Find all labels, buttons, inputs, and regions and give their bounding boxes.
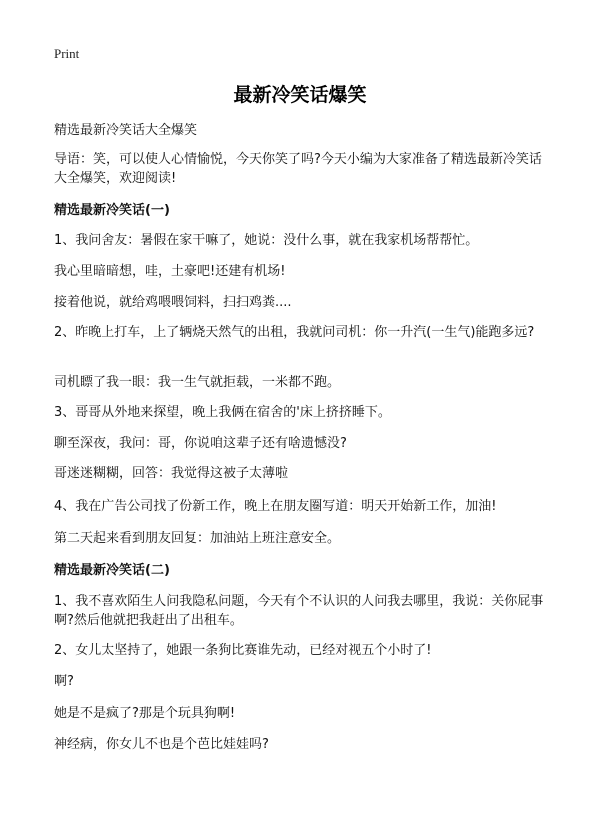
paragraph: 我心里暗暗想，哇，土豪吧!还建有机场!: [54, 264, 286, 279]
page-title: 最新冷笑话爆笑: [233, 84, 367, 106]
print-label: Print: [54, 46, 80, 61]
section-heading-2: 精选最新冷笑话(二): [54, 563, 170, 578]
paragraph: 1、我问舍友：暑假在家干嘛了，她说：没什么事，就在我家机场帮帮忙。: [54, 233, 479, 248]
paragraph: 她是不是疯了?那是个玩具狗啊!: [54, 706, 236, 721]
paragraph: 3、哥哥从外地来探望，晚上我俩在宿舍的'床上挤挤睡下。: [54, 405, 391, 420]
paragraph: 哥迷迷糊糊，回答：我觉得这被子太薄啦: [54, 466, 289, 481]
paragraph: 4、我在广告公司找了份新工作，晚上在朋友圈写道：明天开始新工作，加油!: [54, 499, 497, 514]
paragraph: 第二天起来看到朋友回复：加油站上班注意安全。: [54, 531, 341, 546]
paragraph: 神经病，你女儿不也是个芭比娃娃吗?: [54, 737, 269, 752]
intro-paragraph: 导语：笑，可以使人心情愉悦，今天你笑了吗?今天小编为大家准备了精选最新冷笑话大全爆笑，欢迎阅读!: [54, 152, 542, 186]
paragraph: 司机瞟了我一眼：我一生气就拒载，一米都不跑。: [54, 375, 341, 390]
paragraph: 啊?: [54, 674, 74, 689]
paragraph: 2、女儿太坚持了，她跟一条狗比赛谁先动，已经对视五个小时了!: [54, 643, 432, 658]
paragraph: 聊至深夜，我问：哥，你说咱这辈子还有啥遗憾没?: [54, 436, 347, 451]
paragraph: 1、我不喜欢陌生人问我隐私问题，今天有个不认识的人问我去哪里，我说：关你屁事啊?然后他就把我赶出了出租车。: [54, 594, 544, 628]
section-heading-1: 精选最新冷笑话(一): [54, 203, 170, 218]
paragraph: 接着他说，就给鸡喂喂饲料，扫扫鸡粪....: [54, 295, 292, 310]
paragraph: 2、昨晚上打车，上了辆烧天然气的出租，我就问司机：你一升汽(一生气)能跑多远?: [54, 325, 535, 340]
subtitle: 精选最新冷笑话大全爆笑: [54, 123, 198, 138]
